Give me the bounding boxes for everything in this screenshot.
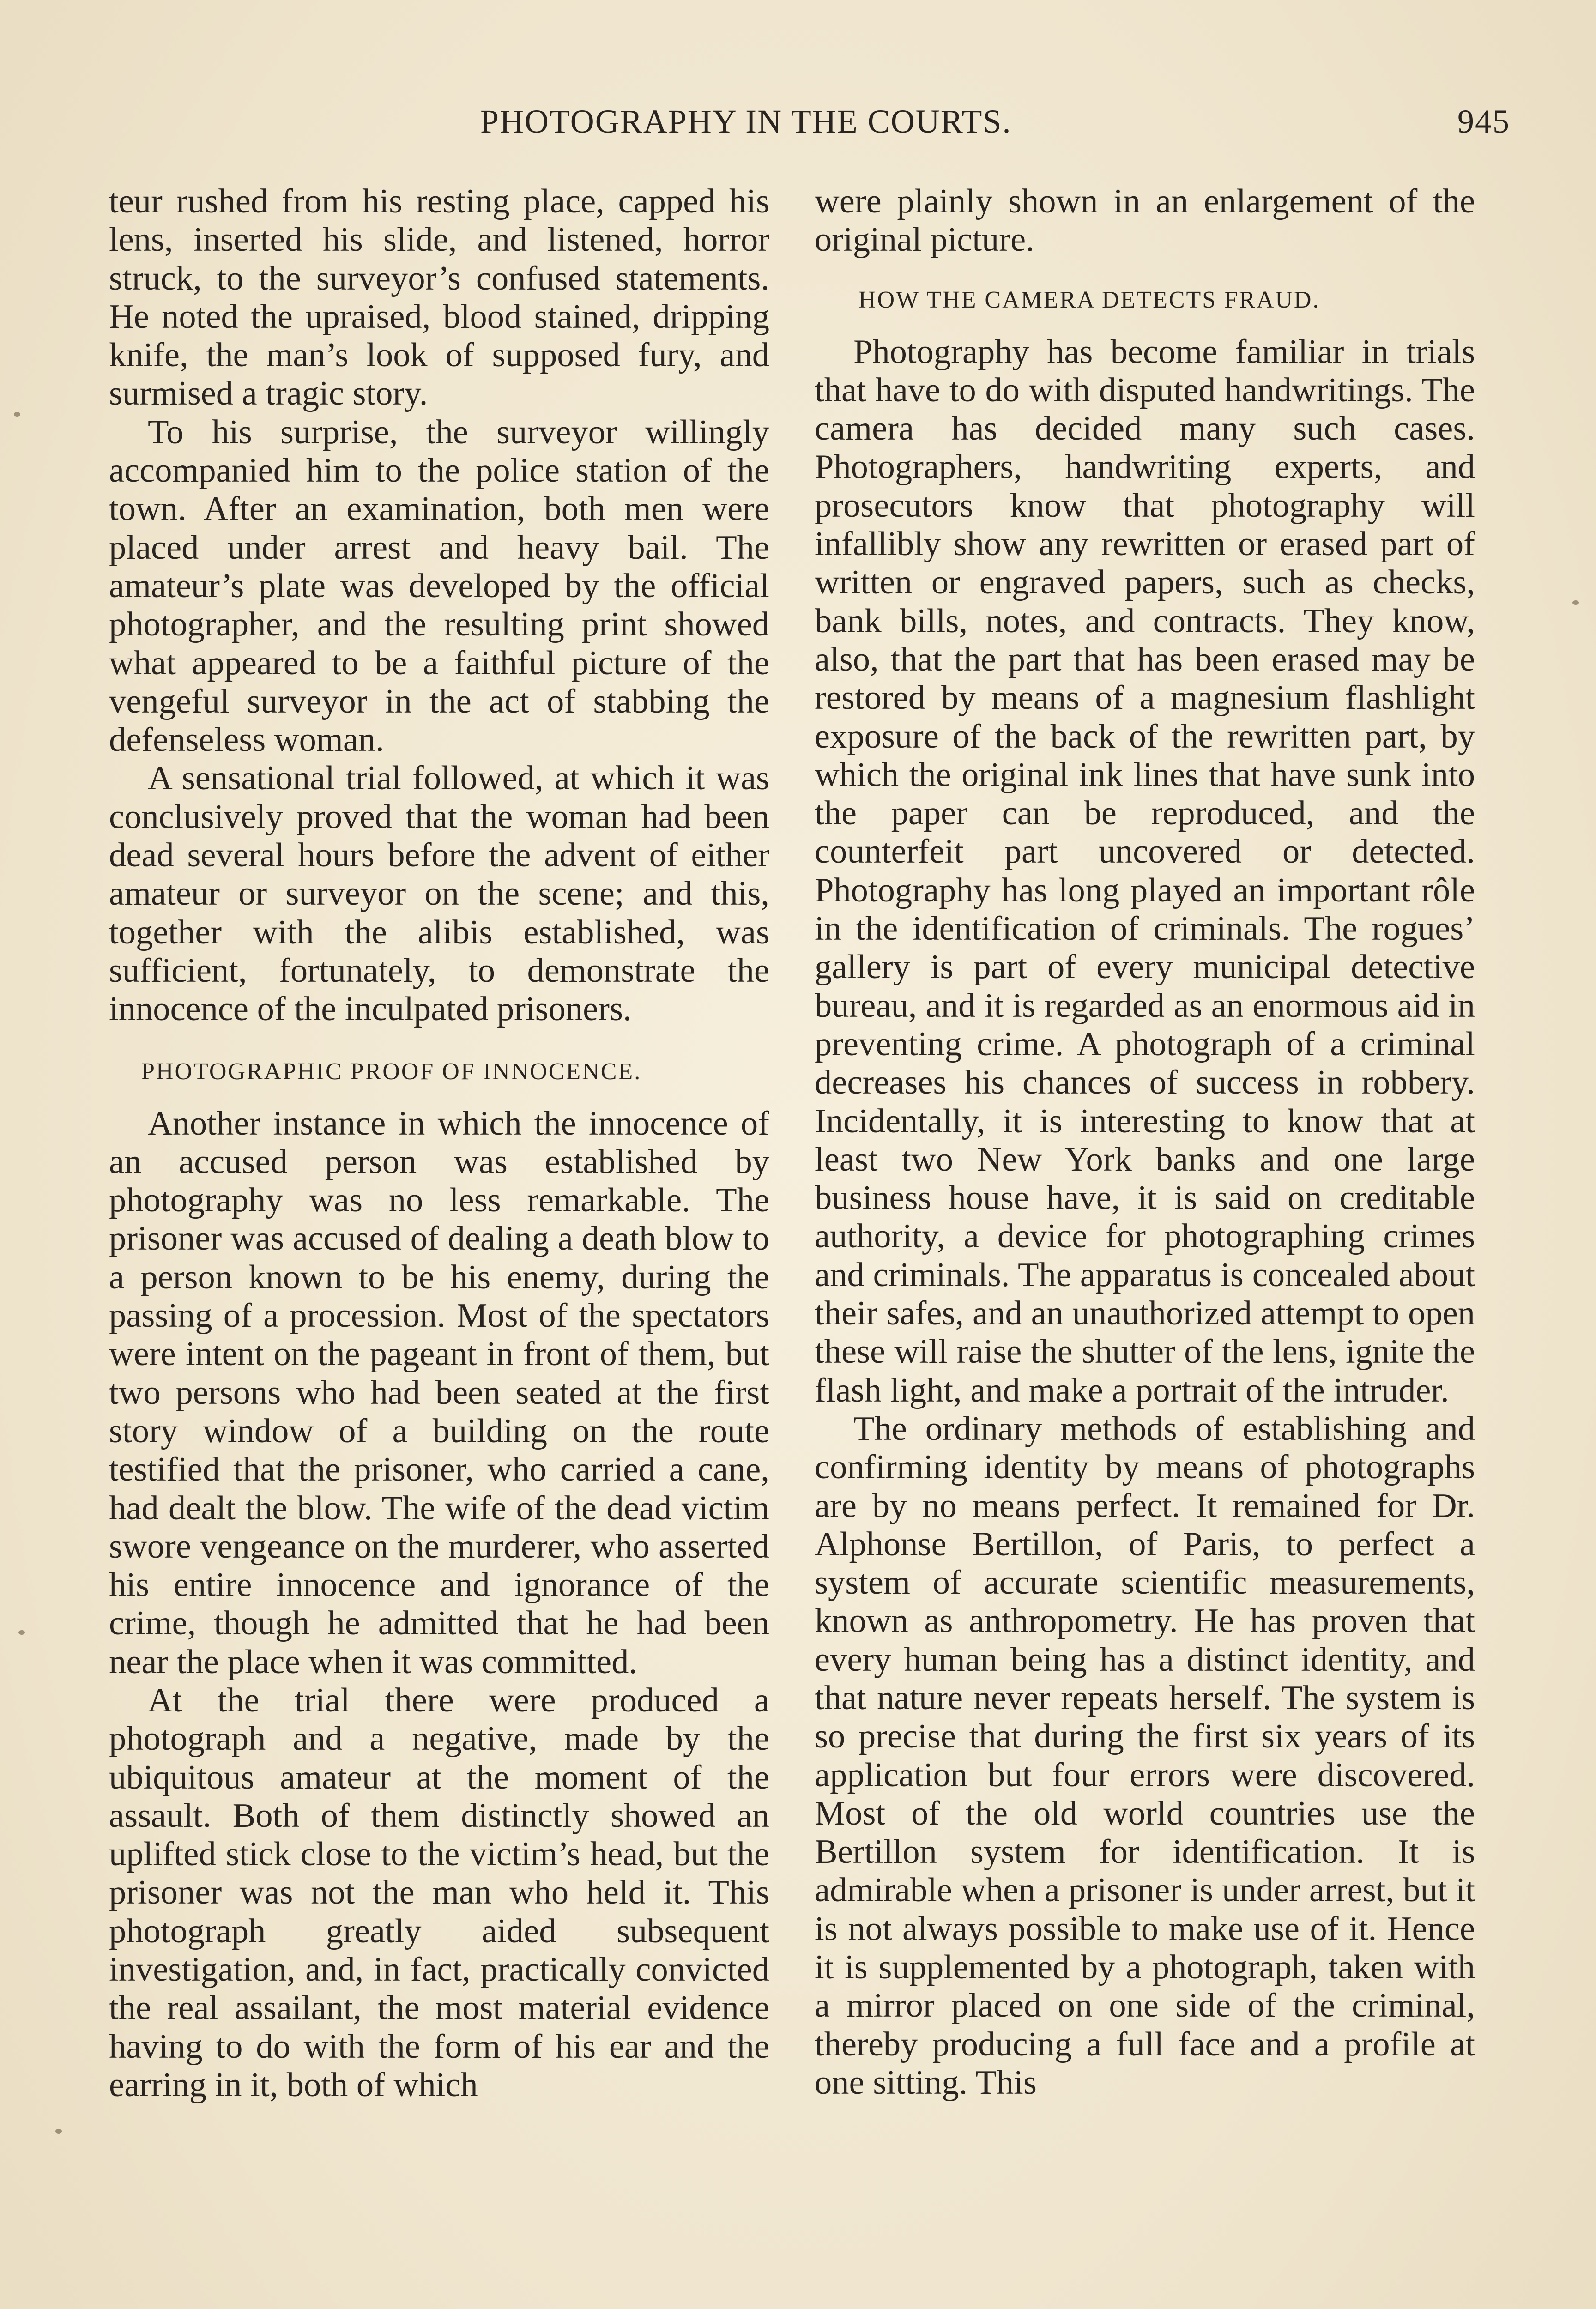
paragraph: teur rushed from his resting place, capped his lens, inserted his slide, and listened, horror struck, to the surveyor’s confused statements. He noted the upraised, blood stained, dripping knife, the man’s look of supposed fury, and surmised a tragic story.	[109, 182, 769, 413]
paper-speck	[14, 412, 20, 417]
paper-speck	[55, 2129, 62, 2134]
paragraph: To his surprise, the surveyor willingly accompanied him to the police station of the town. After an examination, both men were placed under arrest and heavy bail. The amateur’s plate was developed by the official photographer, and the resulting print showed what appeared to be a faithful picture of the vengeful surveyor in the act of stabbing the defenseless woman.	[109, 413, 769, 759]
page-number: 945	[1457, 103, 1510, 140]
paragraph: The ordinary methods of establishing and confirming identity by means of photographs are by no means perfect. It remained for Dr. Alphonse Bertillon, of Paris, to perfect a system of accurate scientific measurements, known as anthropometry. He has proven that every human being has a distinct identity, and that nature never repeats herself. The system is so precise that during the first six years of its application but four errors were discovered. Most of the old world countries use the Bertillon system for identification. It is admirable when a prisoner is under arrest, but it is not always possible to make use of it. Hence it is supplemented by a photograph, taken with a mirror placed on one side of the criminal, thereby producing a full face and a profile at one sitting. This	[815, 1409, 1475, 2102]
paragraph: At the trial there were produced a photograph and a negative, made by the ubiquitous amateur at the moment of the assault. Both of them distinctly showed an uplifted stick close to the victim’s head, but the prisoner was not the man who held it. This photograph greatly aided subsequent investigation, and, in fact, practically convicted the real assailant, the most material evidence having to do with the form of his ear and the earring in it, both of which	[109, 1681, 769, 2104]
running-title: PHOTOGRAPHY IN THE COURTS.	[480, 103, 1012, 140]
paragraph: Photography has become familiar in trials that have to do with disputed handwritings. The camera has decided many such cases. Photographers, handwriting experts, and prosecutors know that photography will infallibly show any rewritten or erased part of written or engraved papers, such as checks, bank bills, notes, and contracts. They know, also, that the part that has been erased may be restored by means of a magnesium flashlight exposure of the back of the rewritten part, by which the original ink lines that have sunk into the paper can be reproduced, and the counterfeit part uncovered or detected. Photography has long played an important rôle in the identification of criminals. The rogues’ gallery is part of every municipal detective bureau, and it is regarded as an enormous aid in preventing crime. A photograph of a criminal decreases his chances of success in robbery. Incidentally, it is interesting to know that at least two New York banks and one large business house have, it is said on creditable authority, a device for photographing crimes and criminals. The apparatus is concealed about their safes, and an unauthorized attempt to open these will raise the shutter of the lens, ignite the flash light, and make a portrait of the intruder.	[815, 332, 1475, 1409]
paragraph: Another instance in which the innocence of an accused person was established by photography was no less remarkable. The prisoner was accused of dealing a death blow to a person known to be his enemy, during the passing of a procession. Most of the spectators were intent on the pageant in front of them, but two persons who had been seated at the first story window of a building on the route testified that the prisoner, who carried a cane, had dealt the blow. The wife of the dead victim swore vengeance on the murderer, who asserted his entire innocence and ignorance of the crime, though he admitted that he had been near the place when it was committed.	[109, 1104, 769, 1681]
paragraph: were plainly shown in an enlargement of the original picture.	[815, 182, 1475, 259]
section-heading: PHOTOGRAPHIC PROOF OF INNOCENCE.	[141, 1058, 642, 1085]
paper-speck	[1572, 600, 1579, 605]
right-column	[815, 182, 1475, 2102]
left-column	[109, 182, 769, 2104]
section-heading: HOW THE CAMERA DETECTS FRAUD.	[858, 286, 1320, 313]
running-header	[480, 101, 1510, 142]
paper-speck	[18, 1630, 25, 1635]
paragraph: A sensational trial followed, at which it was conclusively proved that the woman had been dead several hours before the advent of either amateur or surveyor on the scene; and this, together with the alibis established, was sufficient, fortunately, to demonstrate the innocence of the inculpated prisoners.	[109, 759, 769, 1028]
